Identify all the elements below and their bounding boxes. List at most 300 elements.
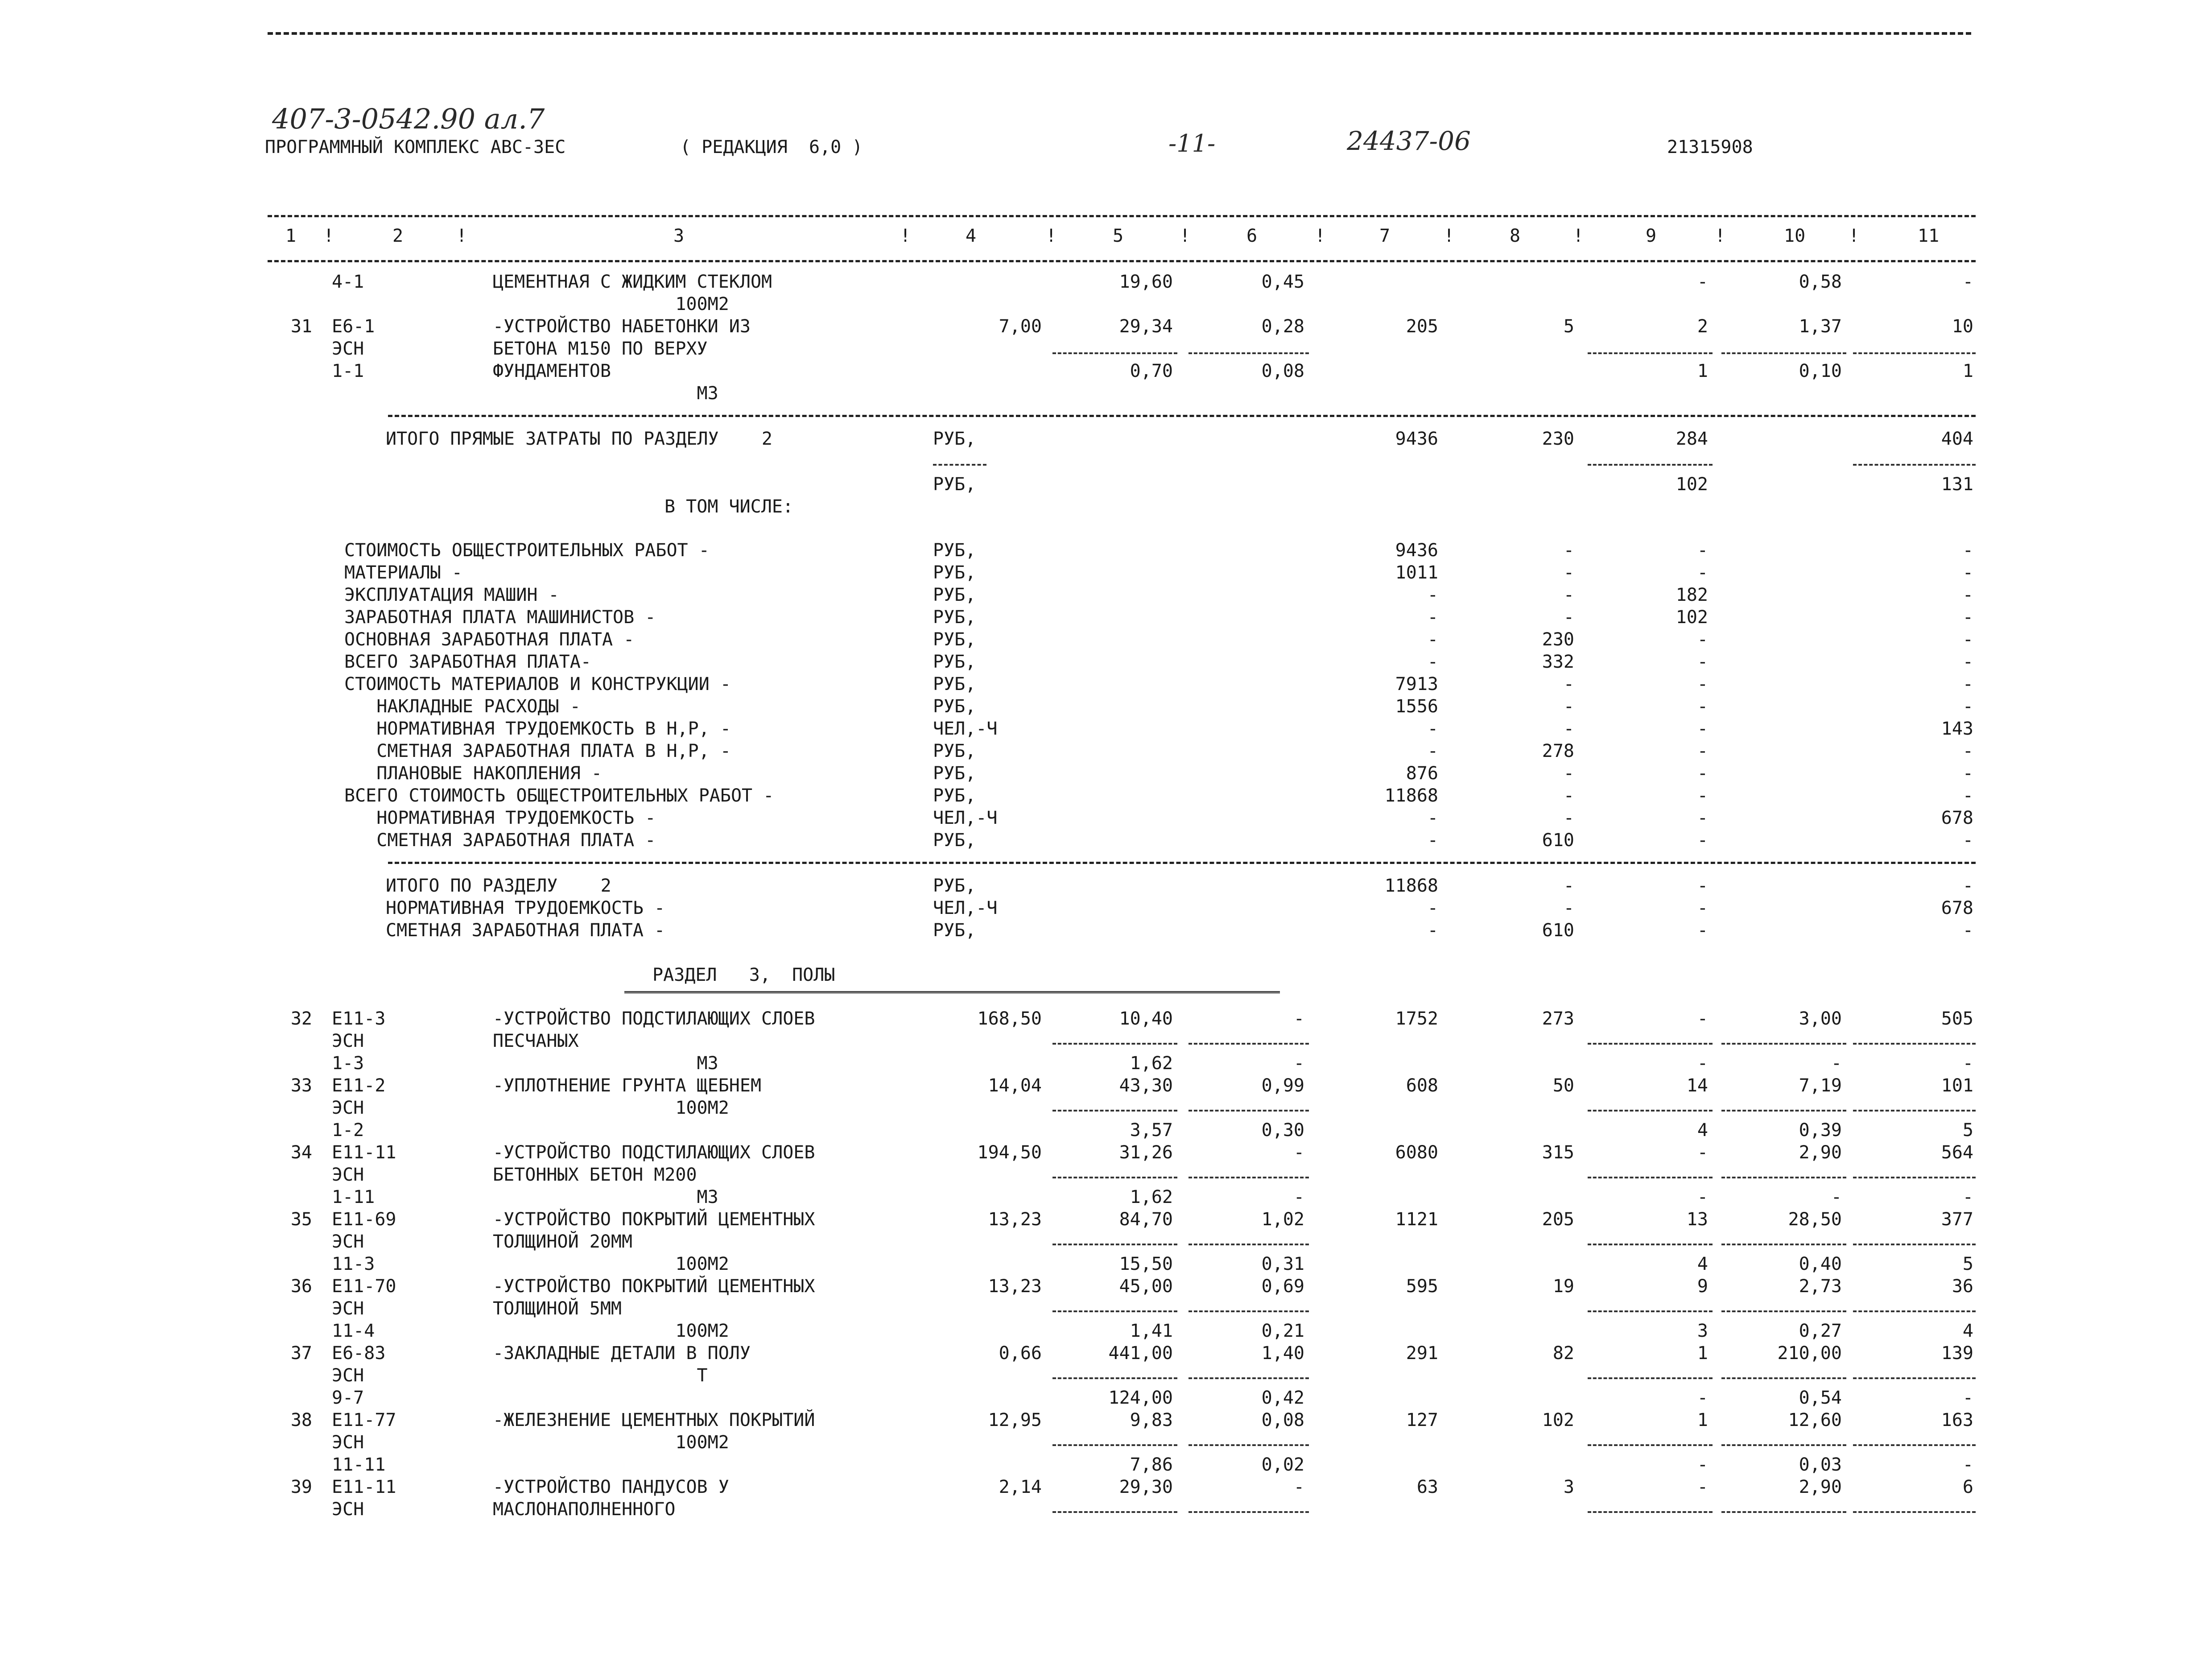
value-c9: 1 bbox=[1697, 361, 1708, 381]
value-c11: - bbox=[1962, 763, 1973, 784]
norm-code: ЭСН bbox=[332, 1365, 364, 1386]
value-c7: 11868 bbox=[1384, 785, 1438, 806]
norm-code: Е11-70 bbox=[332, 1276, 396, 1297]
value-c4: 168,50 bbox=[977, 1008, 1042, 1029]
value-c7: 7913 bbox=[1395, 674, 1438, 694]
value-c8: 273 bbox=[1542, 1008, 1574, 1029]
value-c10: - bbox=[1831, 1187, 1842, 1207]
column-separator: ! bbox=[1715, 226, 1726, 246]
work-description: МАСЛОНАПОЛНЕННОГО bbox=[493, 1499, 676, 1520]
value-c11: - bbox=[1962, 830, 1973, 851]
value-c8: - bbox=[1563, 876, 1574, 896]
breakdown-label: МАТЕРИАЛЫ - bbox=[344, 562, 462, 583]
norm-code: 1-11 bbox=[332, 1187, 375, 1207]
norm-code: 11-11 bbox=[332, 1455, 386, 1475]
value-c7: 127 bbox=[1406, 1410, 1438, 1430]
cell-underline bbox=[1853, 1310, 1976, 1312]
value-c7: - bbox=[1427, 607, 1438, 628]
value-c4: 14,04 bbox=[988, 1075, 1042, 1096]
item-number: 35 bbox=[290, 1209, 312, 1230]
section-total-label: НОРМАТИВНАЯ ТРУДОЕМКОСТЬ - bbox=[386, 898, 665, 918]
value-c9: 182 bbox=[1676, 585, 1708, 605]
header-bottom-rule bbox=[268, 260, 1976, 262]
work-description: БЕТОНА М150 ПО ВЕРХУ bbox=[493, 339, 708, 359]
column-separator: ! bbox=[456, 226, 467, 246]
breakdown-label: НОРМАТИВНАЯ ТРУДОЕМКОСТЬ В Н,Р, - bbox=[344, 719, 731, 739]
breakdown-label: СМЕТНАЯ ЗАРАБОТНАЯ ПЛАТА - bbox=[344, 830, 656, 851]
value-c11: - bbox=[1962, 1388, 1973, 1408]
breakdown-label: ЭКСПЛУАТАЦИЯ МАШИН - bbox=[344, 585, 559, 605]
value-c9: - bbox=[1697, 785, 1708, 806]
value-c9: - bbox=[1697, 562, 1708, 583]
column-header-4: 4 bbox=[966, 226, 977, 246]
column-header-11: 11 bbox=[1918, 226, 1940, 246]
cell-underline bbox=[1052, 1043, 1177, 1045]
cell-underline bbox=[1189, 1444, 1309, 1446]
value-c9: - bbox=[1697, 540, 1708, 561]
work-description: -УСТРОЙСТВО ПАНДУСОВ У bbox=[493, 1477, 729, 1497]
value-c10: 3,00 bbox=[1799, 1008, 1842, 1029]
norm-code: ЭСН bbox=[332, 1298, 364, 1319]
value-c8: 230 bbox=[1542, 429, 1574, 449]
value-c7: - bbox=[1427, 830, 1438, 851]
value-c7: - bbox=[1427, 898, 1438, 918]
value-c8: - bbox=[1563, 719, 1574, 739]
value-c8: - bbox=[1563, 585, 1574, 605]
work-description: Т bbox=[493, 1365, 708, 1386]
norm-code: Е6-1 bbox=[332, 316, 375, 337]
unit: РУБ, bbox=[933, 585, 976, 605]
norm-code: ЭСН bbox=[332, 1499, 364, 1520]
cell-underline bbox=[1588, 464, 1713, 466]
cell-underline bbox=[1588, 1444, 1713, 1446]
value-c7: - bbox=[1427, 585, 1438, 605]
value-c7: 63 bbox=[1416, 1477, 1438, 1497]
value-c11: 143 bbox=[1941, 719, 1973, 739]
value-c11: 377 bbox=[1941, 1209, 1973, 1230]
value-c11: - bbox=[1962, 696, 1973, 717]
cell-underline bbox=[1588, 1511, 1713, 1513]
column-separator: ! bbox=[1444, 226, 1455, 246]
cell-underline bbox=[1052, 1110, 1177, 1112]
value-c5: 7,86 bbox=[1130, 1455, 1173, 1475]
work-description: -ЗАКЛАДНЫЕ ДЕТАЛИ В ПОЛУ bbox=[493, 1343, 751, 1364]
value-c5: 15,50 bbox=[1119, 1254, 1173, 1274]
work-description: -УПЛОТНЕНИЕ ГРУНТА ЩЕБНЕМ bbox=[493, 1075, 762, 1096]
unit: РУБ, bbox=[933, 629, 976, 650]
value-c5: 441,00 bbox=[1108, 1343, 1173, 1364]
cell-underline bbox=[1853, 1110, 1976, 1112]
value-c6: - bbox=[1293, 1477, 1304, 1497]
norm-code: 1-3 bbox=[332, 1053, 364, 1074]
norm-code: ЭСН bbox=[332, 1231, 364, 1252]
value-c10: 2,90 bbox=[1799, 1477, 1842, 1497]
unit-underline bbox=[933, 464, 986, 466]
cell-underline bbox=[1853, 352, 1976, 354]
value-c4: 12,95 bbox=[988, 1410, 1042, 1430]
value-c11: 163 bbox=[1941, 1410, 1973, 1430]
unit: РУБ, bbox=[933, 607, 976, 628]
value-c7: 291 bbox=[1406, 1343, 1438, 1364]
value-c6: 1,40 bbox=[1261, 1343, 1304, 1364]
value-c9: - bbox=[1697, 1477, 1708, 1497]
cell-underline bbox=[1853, 1177, 1976, 1178]
cell-underline bbox=[1588, 1310, 1713, 1312]
value-c9: - bbox=[1697, 1008, 1708, 1029]
value-c5: 10,40 bbox=[1119, 1008, 1173, 1029]
edition-label: ( РЕДАКЦИЯ 6,0 ) bbox=[680, 137, 863, 157]
value-c7: - bbox=[1427, 920, 1438, 941]
value-c5: 84,70 bbox=[1119, 1209, 1173, 1230]
value-c11: - bbox=[1962, 876, 1973, 896]
value-c8: - bbox=[1563, 607, 1574, 628]
value-c8: 19 bbox=[1552, 1276, 1574, 1297]
unit: РУБ, bbox=[933, 674, 976, 694]
value-c11: 139 bbox=[1941, 1343, 1973, 1364]
unit: РУБ, bbox=[933, 429, 976, 449]
cell-underline bbox=[1588, 1110, 1713, 1112]
column-separator: ! bbox=[900, 226, 911, 246]
cell-underline bbox=[1588, 1043, 1713, 1045]
norm-code: 9-7 bbox=[332, 1388, 364, 1408]
value-c5: 3,57 bbox=[1130, 1120, 1173, 1141]
value-c9: - bbox=[1697, 1142, 1708, 1163]
column-header-2: 2 bbox=[392, 226, 404, 246]
value-c8: - bbox=[1563, 674, 1574, 694]
value-c8: 332 bbox=[1542, 652, 1574, 672]
cell-underline bbox=[1721, 352, 1846, 354]
value-c5: 45,00 bbox=[1119, 1276, 1173, 1297]
value-c6: 0,08 bbox=[1261, 361, 1304, 381]
breakdown-label: СМЕТНАЯ ЗАРАБОТНАЯ ПЛАТА В Н,Р, - bbox=[344, 741, 731, 761]
value-c9: 2 bbox=[1697, 316, 1708, 337]
value-c7: 205 bbox=[1406, 316, 1438, 337]
value-c8: - bbox=[1563, 562, 1574, 583]
work-description: БЕТОННЫХ БЕТОН М200 bbox=[493, 1165, 697, 1185]
value-c8: - bbox=[1563, 808, 1574, 828]
value-c7: 876 bbox=[1406, 763, 1438, 784]
cell-underline bbox=[1853, 1444, 1976, 1446]
work-description: ЦЕМЕНТНАЯ С ЖИДКИМ СТЕКЛОМ bbox=[493, 272, 772, 292]
work-description: М3 bbox=[493, 1187, 718, 1207]
cell-underline bbox=[1721, 1177, 1846, 1178]
value-c11: 1 bbox=[1962, 361, 1973, 381]
value-c7: - bbox=[1427, 741, 1438, 761]
breakdown-label: СТОИМОСТЬ МАТЕРИАЛОВ И КОНСТРУКЦИИ - bbox=[344, 674, 731, 694]
cell-underline bbox=[1189, 1377, 1309, 1379]
unit: РУБ, bbox=[933, 562, 976, 583]
value-c9: 102 bbox=[1676, 607, 1708, 628]
work-description: -УСТРОЙСТВО ПОКРЫТИЙ ЦЕМЕНТНЫХ bbox=[493, 1209, 815, 1230]
value-c8: 205 bbox=[1542, 1209, 1574, 1230]
value-c7: 9436 bbox=[1395, 429, 1438, 449]
cell-underline bbox=[1189, 352, 1309, 354]
value-c8: 82 bbox=[1552, 1343, 1574, 1364]
cell-underline bbox=[1052, 1511, 1177, 1513]
cell-underline bbox=[1588, 352, 1713, 354]
value-c10: 28,50 bbox=[1788, 1209, 1842, 1230]
unit: РУБ, bbox=[933, 741, 976, 761]
value-c9: 13 bbox=[1686, 1209, 1708, 1230]
norm-code: 1-2 bbox=[332, 1120, 364, 1141]
cell-underline bbox=[1853, 464, 1976, 466]
value-c11: - bbox=[1962, 674, 1973, 694]
value-c6: 0,21 bbox=[1261, 1321, 1304, 1341]
value-c9: - bbox=[1697, 1187, 1708, 1207]
section-total-label: ИТОГО ПО РАЗДЕЛУ 2 bbox=[386, 876, 611, 896]
item-number: 37 bbox=[290, 1343, 312, 1364]
cell-underline bbox=[1052, 1377, 1177, 1379]
norm-code: 11-3 bbox=[332, 1254, 375, 1274]
value-c4: 2,14 bbox=[999, 1477, 1042, 1497]
breakdown-label: ПЛАНОВЫЕ НАКОПЛЕНИЯ - bbox=[344, 763, 602, 784]
value-c11: - bbox=[1962, 562, 1973, 583]
value-c7: 1556 bbox=[1395, 696, 1438, 717]
value-c7: 608 bbox=[1406, 1075, 1438, 1096]
value-c5: 9,83 bbox=[1130, 1410, 1173, 1430]
unit: ЧЕЛ,-Ч bbox=[933, 719, 998, 739]
value-c8: - bbox=[1563, 763, 1574, 784]
totals-direct-label: ИТОГО ПРЯМЫЕ ЗАТРАТЫ ПО РАЗДЕЛУ 2 bbox=[386, 429, 772, 449]
value-c6: 0,08 bbox=[1261, 1410, 1304, 1430]
value-c5: 0,70 bbox=[1130, 361, 1173, 381]
value-c11: - bbox=[1962, 272, 1973, 292]
norm-code: ЭСН bbox=[332, 1098, 364, 1118]
cell-underline bbox=[1721, 1310, 1846, 1312]
unit: РУБ, bbox=[933, 830, 976, 851]
work-description: 100М2 bbox=[493, 1321, 729, 1341]
cell-underline bbox=[1052, 1310, 1177, 1312]
cell-underline bbox=[1588, 1244, 1713, 1245]
value-c9: - bbox=[1697, 1455, 1708, 1475]
norm-code: ЭСН bbox=[332, 1432, 364, 1453]
including-heading: В ТОМ ЧИСЛЕ: bbox=[664, 496, 793, 517]
work-description: М3 bbox=[493, 1053, 718, 1074]
cell-underline bbox=[1189, 1511, 1309, 1513]
value-c11: - bbox=[1962, 1187, 1973, 1207]
breakdown-label: ОСНОВНАЯ ЗАРАБОТНАЯ ПЛАТА - bbox=[344, 629, 635, 650]
unit: ЧЕЛ,-Ч bbox=[933, 898, 998, 918]
value-c11: - bbox=[1962, 741, 1973, 761]
value-c9: 14 bbox=[1686, 1075, 1708, 1096]
work-description: 100М2 bbox=[493, 1432, 729, 1453]
value-c9: - bbox=[1697, 1053, 1708, 1074]
value-c9: - bbox=[1697, 629, 1708, 650]
value-c6: 0,99 bbox=[1261, 1075, 1304, 1096]
value-c8: - bbox=[1563, 696, 1574, 717]
value-c9: - bbox=[1697, 1388, 1708, 1408]
unit: РУБ, bbox=[933, 876, 976, 896]
column-header-7: 7 bbox=[1379, 226, 1391, 246]
value-c7: - bbox=[1427, 719, 1438, 739]
cell-underline bbox=[1853, 1043, 1976, 1045]
cell-underline bbox=[1189, 1177, 1309, 1178]
cell-underline bbox=[1721, 1043, 1846, 1045]
work-description: -УСТРОЙСТВО НАБЕТОНКИ ИЗ bbox=[493, 316, 751, 337]
value-c5: 1,62 bbox=[1130, 1187, 1173, 1207]
value-c4: 13,23 bbox=[988, 1209, 1042, 1230]
value-c10: 2,90 bbox=[1799, 1142, 1842, 1163]
value-c5: 31,26 bbox=[1119, 1142, 1173, 1163]
norm-code: Е11-3 bbox=[332, 1008, 386, 1029]
value-c11: - bbox=[1962, 920, 1973, 941]
value-c9: - bbox=[1697, 696, 1708, 717]
value-c5: 124,00 bbox=[1108, 1388, 1173, 1408]
value-c4: 7,00 bbox=[999, 316, 1042, 337]
value-c8: 5 bbox=[1563, 316, 1574, 337]
column-header-1: 1 bbox=[285, 226, 297, 246]
header-top-rule bbox=[268, 215, 1976, 217]
unit: РУБ, bbox=[933, 696, 976, 717]
breakdown-bottom-rule bbox=[388, 862, 1976, 864]
norm-code: Е11-69 bbox=[332, 1209, 396, 1230]
column-header-10: 10 bbox=[1784, 226, 1806, 246]
value-c4: 194,50 bbox=[977, 1142, 1042, 1163]
breakdown-label: ЗАРАБОТНАЯ ПЛАТА МАШИНИСТОВ - bbox=[344, 607, 656, 628]
value-c11: - bbox=[1962, 1455, 1973, 1475]
program-title: ПРОГРАММНЫЙ КОМПЛЕКС АВС-3ЕС bbox=[265, 137, 566, 157]
value-c5: 19,60 bbox=[1119, 272, 1173, 292]
cell-underline bbox=[1853, 1377, 1976, 1379]
value-c8: 3 bbox=[1563, 1477, 1574, 1497]
norm-code: Е11-77 bbox=[332, 1410, 396, 1430]
value-c6: 0,69 bbox=[1261, 1276, 1304, 1297]
value-c11: - bbox=[1962, 585, 1973, 605]
breakdown-label: НАКЛАДНЫЕ РАСХОДЫ - bbox=[344, 696, 581, 717]
value-c7: - bbox=[1427, 629, 1438, 650]
value-c6: 0,31 bbox=[1261, 1254, 1304, 1274]
cell-underline bbox=[1588, 1177, 1713, 1178]
item-number: 33 bbox=[290, 1075, 312, 1096]
value-c7: 595 bbox=[1406, 1276, 1438, 1297]
value-c9: 4 bbox=[1697, 1120, 1708, 1141]
column-separator: ! bbox=[1315, 226, 1326, 246]
section-title-underline bbox=[624, 991, 1280, 996]
column-header-6: 6 bbox=[1246, 226, 1258, 246]
norm-code: ЭСН bbox=[332, 339, 364, 359]
norm-code: ЭСН bbox=[332, 1165, 364, 1185]
value-c8: 610 bbox=[1542, 830, 1574, 851]
work-description: -УСТРОЙСТВО ПОДСТИЛАЮЩИХ СЛОЕВ bbox=[493, 1008, 815, 1029]
breakdown-label: СТОИМОСТЬ ОБЩЕСТРОИТЕЛЬНЫХ РАБОТ - bbox=[344, 540, 710, 561]
value-c5: 1,41 bbox=[1130, 1321, 1173, 1341]
value-c11: 404 bbox=[1941, 429, 1973, 449]
cell-underline bbox=[1052, 1244, 1177, 1245]
value-c11: 36 bbox=[1952, 1276, 1973, 1297]
section-total-label: СМЕТНАЯ ЗАРАБОТНАЯ ПЛАТА - bbox=[386, 920, 665, 941]
value-c10: 0,10 bbox=[1799, 361, 1842, 381]
value-c6: - bbox=[1293, 1187, 1304, 1207]
column-separator: ! bbox=[1573, 226, 1584, 246]
value-c9: 102 bbox=[1676, 474, 1708, 495]
value-c8: 278 bbox=[1542, 741, 1574, 761]
work-description: ТОЛЩИНОЙ 5ММ bbox=[493, 1298, 622, 1319]
value-c10: 1,37 bbox=[1799, 316, 1842, 337]
breakdown-label: НОРМАТИВНАЯ ТРУДОЕМКОСТЬ - bbox=[344, 808, 656, 828]
cell-underline bbox=[1189, 1043, 1309, 1045]
cell-underline bbox=[1721, 1244, 1846, 1245]
column-header-5: 5 bbox=[1113, 226, 1124, 246]
section-title: РАЗДЕЛ 3, ПОЛЫ bbox=[652, 965, 835, 985]
value-c8: - bbox=[1563, 540, 1574, 561]
norm-code: 1-1 bbox=[332, 361, 364, 381]
value-c11: - bbox=[1962, 629, 1973, 650]
item-number: 31 bbox=[290, 316, 312, 337]
value-c6: 0,45 bbox=[1261, 272, 1304, 292]
value-c7: - bbox=[1427, 808, 1438, 828]
value-c10: - bbox=[1831, 1053, 1842, 1074]
value-c11: 6 bbox=[1962, 1477, 1973, 1497]
norm-code: Е11-11 bbox=[332, 1142, 396, 1163]
value-c6: 1,02 bbox=[1261, 1209, 1304, 1230]
value-c7: 1011 bbox=[1395, 562, 1438, 583]
value-c9: 1 bbox=[1697, 1343, 1708, 1364]
work-description: М3 bbox=[493, 383, 718, 404]
work-description: 100М2 bbox=[493, 1254, 729, 1274]
value-c10: 210,00 bbox=[1777, 1343, 1842, 1364]
value-c6: - bbox=[1293, 1142, 1304, 1163]
value-c11: 678 bbox=[1941, 898, 1973, 918]
value-c11: 4 bbox=[1962, 1321, 1973, 1341]
cell-underline bbox=[1052, 352, 1177, 354]
doc-number: 21315908 bbox=[1667, 137, 1753, 157]
work-description: ТОЛЩИНОЙ 20ММ bbox=[493, 1231, 633, 1252]
value-c5: 43,30 bbox=[1119, 1075, 1173, 1096]
value-c10: 0,27 bbox=[1799, 1321, 1842, 1341]
work-description: -ЖЕЛЕЗНЕНИЕ ЦЕМЕНТНЫХ ПОКРЫТИЙ bbox=[493, 1410, 815, 1430]
norm-code: Е6-83 bbox=[332, 1343, 386, 1364]
norm-code: 11-4 bbox=[332, 1321, 375, 1341]
value-c7: 11868 bbox=[1384, 876, 1438, 896]
unit: РУБ, bbox=[933, 763, 976, 784]
work-description: 100М2 bbox=[493, 1098, 729, 1118]
value-c7: 9436 bbox=[1395, 540, 1438, 561]
value-c9: 284 bbox=[1676, 429, 1708, 449]
handwritten-code: 407-3-0542.90 ал.7 bbox=[272, 103, 545, 135]
column-header-3: 3 bbox=[673, 226, 685, 246]
value-c10: 2,73 bbox=[1799, 1276, 1842, 1297]
value-c9: - bbox=[1697, 876, 1708, 896]
value-c9: - bbox=[1697, 652, 1708, 672]
cell-underline bbox=[1721, 1110, 1846, 1112]
breakdown-label: ВСЕГО СТОИМОСТЬ ОБЩЕСТРОИТЕЛЬНЫХ РАБОТ - bbox=[344, 785, 774, 806]
cell-underline bbox=[1189, 1310, 1309, 1312]
value-c9: - bbox=[1697, 741, 1708, 761]
value-c10: 0,54 bbox=[1799, 1388, 1842, 1408]
value-c7: 1752 bbox=[1395, 1008, 1438, 1029]
value-c9: 4 bbox=[1697, 1254, 1708, 1274]
value-c5: 29,30 bbox=[1119, 1477, 1173, 1497]
value-c11: 101 bbox=[1941, 1075, 1973, 1096]
unit: РУБ, bbox=[933, 474, 976, 495]
value-c9: - bbox=[1697, 763, 1708, 784]
cell-underline bbox=[1588, 1377, 1713, 1379]
work-description: -УСТРОЙСТВО ПОДСТИЛАЮЩИХ СЛОЕВ bbox=[493, 1142, 815, 1163]
value-c8: 102 bbox=[1542, 1410, 1574, 1430]
work-description: 100М2 bbox=[493, 294, 729, 314]
value-c11: 678 bbox=[1941, 808, 1973, 828]
value-c6: 0,42 bbox=[1261, 1388, 1304, 1408]
value-c9: - bbox=[1697, 674, 1708, 694]
value-c9: - bbox=[1697, 898, 1708, 918]
value-c11: 564 bbox=[1941, 1142, 1973, 1163]
value-c9: - bbox=[1697, 920, 1708, 941]
value-c10: 0,03 bbox=[1799, 1455, 1842, 1475]
column-header-8: 8 bbox=[1510, 226, 1521, 246]
value-c8: - bbox=[1563, 898, 1574, 918]
work-description: ПЕСЧАНЫХ bbox=[493, 1031, 579, 1051]
work-description: -УСТРОЙСТВО ПОКРЫТИЙ ЦЕМЕНТНЫХ bbox=[493, 1276, 815, 1297]
